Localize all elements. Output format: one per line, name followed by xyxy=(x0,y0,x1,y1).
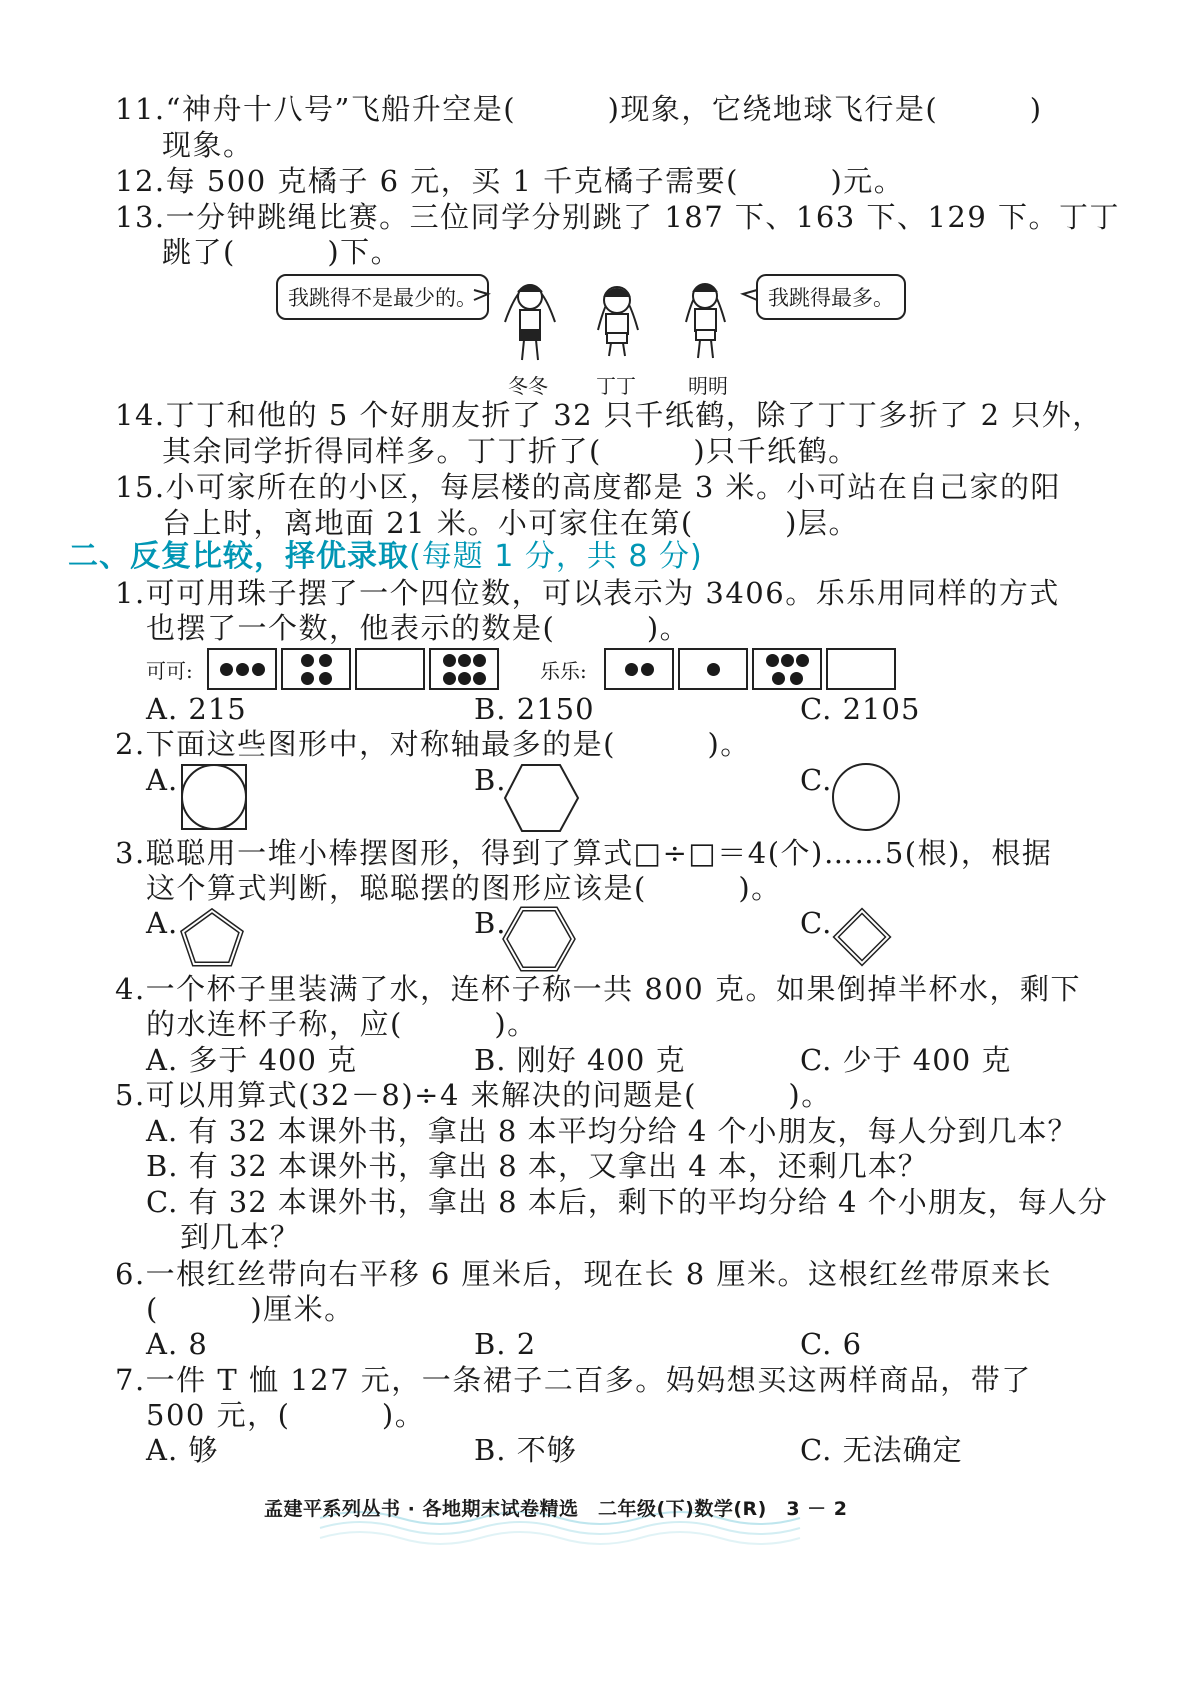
keke-bead-box xyxy=(281,648,351,690)
p5-line1: 5.可以用算式(32－8)÷4 来解决的问题是( )。 xyxy=(115,1078,832,1112)
p3-option-b: B. xyxy=(474,906,507,940)
name-mingming: 明明 xyxy=(688,374,728,398)
q13-line2: 跳了( )下。 xyxy=(162,235,402,269)
keke-bead-box xyxy=(207,648,277,690)
bead xyxy=(707,663,720,676)
p2-line1: 2.下面这些图形中，对称轴最多的是( )。 xyxy=(115,727,751,761)
p1-option-c: C. 2105 xyxy=(800,692,921,726)
p5-option-a: A. 有 32 本课外书，拿出 8 本平均分给 4 个小朋友，每人分到几本？ xyxy=(146,1114,1078,1148)
bead xyxy=(443,672,456,685)
p7-option-b: B. 不够 xyxy=(474,1433,577,1467)
bead xyxy=(790,672,803,685)
p3-option-a: A. xyxy=(146,906,179,940)
p6-line2: ( )厘米。 xyxy=(146,1292,355,1326)
keke-bead-box xyxy=(355,648,425,690)
label-keke: 可可: xyxy=(146,659,193,683)
p3-line2: 这个算式判断，聪聪摆的图形应该是( )。 xyxy=(146,871,782,905)
bead xyxy=(796,654,809,667)
q15-line1: 15.小可家所在的小区，每层楼的高度都是 3 米。小可站在自己家的阳 xyxy=(115,470,1062,504)
lele-bead-box xyxy=(752,648,822,690)
p7-line1: 7.一件 T 恤 127 元，一条裙子二百多。妈妈想买这两样商品，带了 xyxy=(115,1363,1032,1397)
p5-option-c-line1: C. 有 32 本课外书，拿出 8 本后，剩下的平均分给 4 个小朋友，每人分 xyxy=(146,1185,1108,1219)
p6-option-b: B. 2 xyxy=(474,1327,537,1361)
p3-option-c: C. xyxy=(800,906,833,940)
child-mingming-figure xyxy=(686,284,725,358)
p4-option-b: B. 刚好 400 克 xyxy=(474,1043,686,1077)
bead xyxy=(319,672,332,685)
section-2-title: 二、反复比较，择优录取 xyxy=(68,539,409,574)
bead xyxy=(319,654,332,667)
p6-option-a: A. 8 xyxy=(146,1327,208,1361)
bead xyxy=(766,654,779,667)
p7-option-c: C. 无法确定 xyxy=(800,1433,963,1467)
p6-line1: 6.一根红丝带向右平移 6 厘米后，现在长 8 厘米。这根红丝带原来长 xyxy=(115,1257,1052,1291)
bead xyxy=(252,663,265,676)
q15-line2: 台上时，离地面 21 米。小可家住在第( )层。 xyxy=(162,506,859,540)
speech-bubble-mingming: 我跳得最多。 xyxy=(756,274,906,320)
footer-text: 孟建平系列丛书 · 各地期末试卷精选 二年级(下)数学(R) 3 － 2 xyxy=(264,1498,848,1520)
p2-option-a: A. xyxy=(146,763,179,797)
bead xyxy=(473,654,486,667)
q11-line1: 11.“神舟十八号”飞船升空是( )现象，它绕地球飞行是( ) xyxy=(115,92,1043,126)
child-dongdong-figure xyxy=(505,285,555,360)
q11-line2: 现象。 xyxy=(162,128,254,162)
q14-line1: 14.丁丁和他的 5 个好朋友折了 32 只千纸鹤，除了丁丁多折了 2 只外， xyxy=(115,398,1103,432)
p4-option-c: C. 少于 400 克 xyxy=(800,1043,1012,1077)
p2-option-b: B. xyxy=(474,763,507,797)
name-dingding: 丁丁 xyxy=(596,374,636,398)
bead xyxy=(236,663,249,676)
p2-option-c: C. xyxy=(800,763,833,797)
hexagon-stick-shape xyxy=(505,909,573,969)
label-lele: 乐乐: xyxy=(540,659,587,683)
p4-line2: 的水连杯子称，应( )。 xyxy=(146,1007,538,1041)
bead xyxy=(301,672,314,685)
p1-line1: 1.可可用珠子摆了一个四位数，可以表示为 3406。乐乐用同样的方式 xyxy=(115,576,1060,610)
speech-bubble-dongdong: 我跳得不是最少的。 xyxy=(276,274,489,320)
lele-bead-box xyxy=(604,648,674,690)
bead xyxy=(772,672,785,685)
p1-option-a: A. 215 xyxy=(146,692,247,726)
square-with-circle-shape xyxy=(182,765,246,829)
bead xyxy=(781,654,794,667)
q12-line1: 12.每 500 克橘子 6 元，买 1 千克橘子需要( )元。 xyxy=(115,164,905,198)
p3-stick-shapes xyxy=(0,905,1200,975)
p1-line2: 也摆了一个数，他表示的数是( )。 xyxy=(146,611,691,645)
bead xyxy=(443,654,456,667)
section-2-points: (每题 1 分，共 8 分) xyxy=(409,539,703,574)
bead xyxy=(458,672,471,685)
lele-bead-box xyxy=(678,648,748,690)
bead xyxy=(641,663,654,676)
p1-option-b: B. 2150 xyxy=(474,692,595,726)
name-dongdong: 冬冬 xyxy=(508,374,548,398)
hexagon-shape xyxy=(505,765,578,831)
p7-option-a: A. 够 xyxy=(146,1433,219,1467)
q14-line2: 其余同学折得同样多。丁丁折了( )只千纸鹤。 xyxy=(162,434,859,468)
p5-option-b: B. 有 32 本课外书，拿出 8 本，又拿出 4 本，还剩几本？ xyxy=(146,1149,928,1183)
bead xyxy=(625,663,638,676)
p3-line1: 3.聪聪用一堆小棒摆图形，得到了算式□÷□＝4(个)……5(根)，根据 xyxy=(115,836,1053,870)
circle-shape xyxy=(833,764,899,830)
child-dingding-figure xyxy=(598,287,638,356)
p4-line1: 4.一个杯子里装满了水，连杯子称一共 800 克。如果倒掉半杯水，剩下 xyxy=(115,972,1081,1006)
keke-bead-box xyxy=(429,648,499,690)
p7-line2: 500 元，( )。 xyxy=(146,1398,426,1432)
section-2-heading xyxy=(68,539,703,575)
jump-rope-children-illustration xyxy=(0,0,1200,400)
p4-option-a: A. 多于 400 克 xyxy=(146,1043,358,1077)
lele-bead-box xyxy=(826,648,896,690)
bead xyxy=(473,672,486,685)
bead xyxy=(301,654,314,667)
square-stick-shape xyxy=(836,911,888,963)
q13-line1: 13.一分钟跳绳比赛。三位同学分别跳了 187 下、163 下、129 下。丁丁 xyxy=(115,200,1121,234)
bead xyxy=(220,663,233,676)
bead xyxy=(458,654,471,667)
p5-option-c-line2: 到几本？ xyxy=(180,1220,301,1254)
p6-option-c: C. 6 xyxy=(800,1327,863,1361)
